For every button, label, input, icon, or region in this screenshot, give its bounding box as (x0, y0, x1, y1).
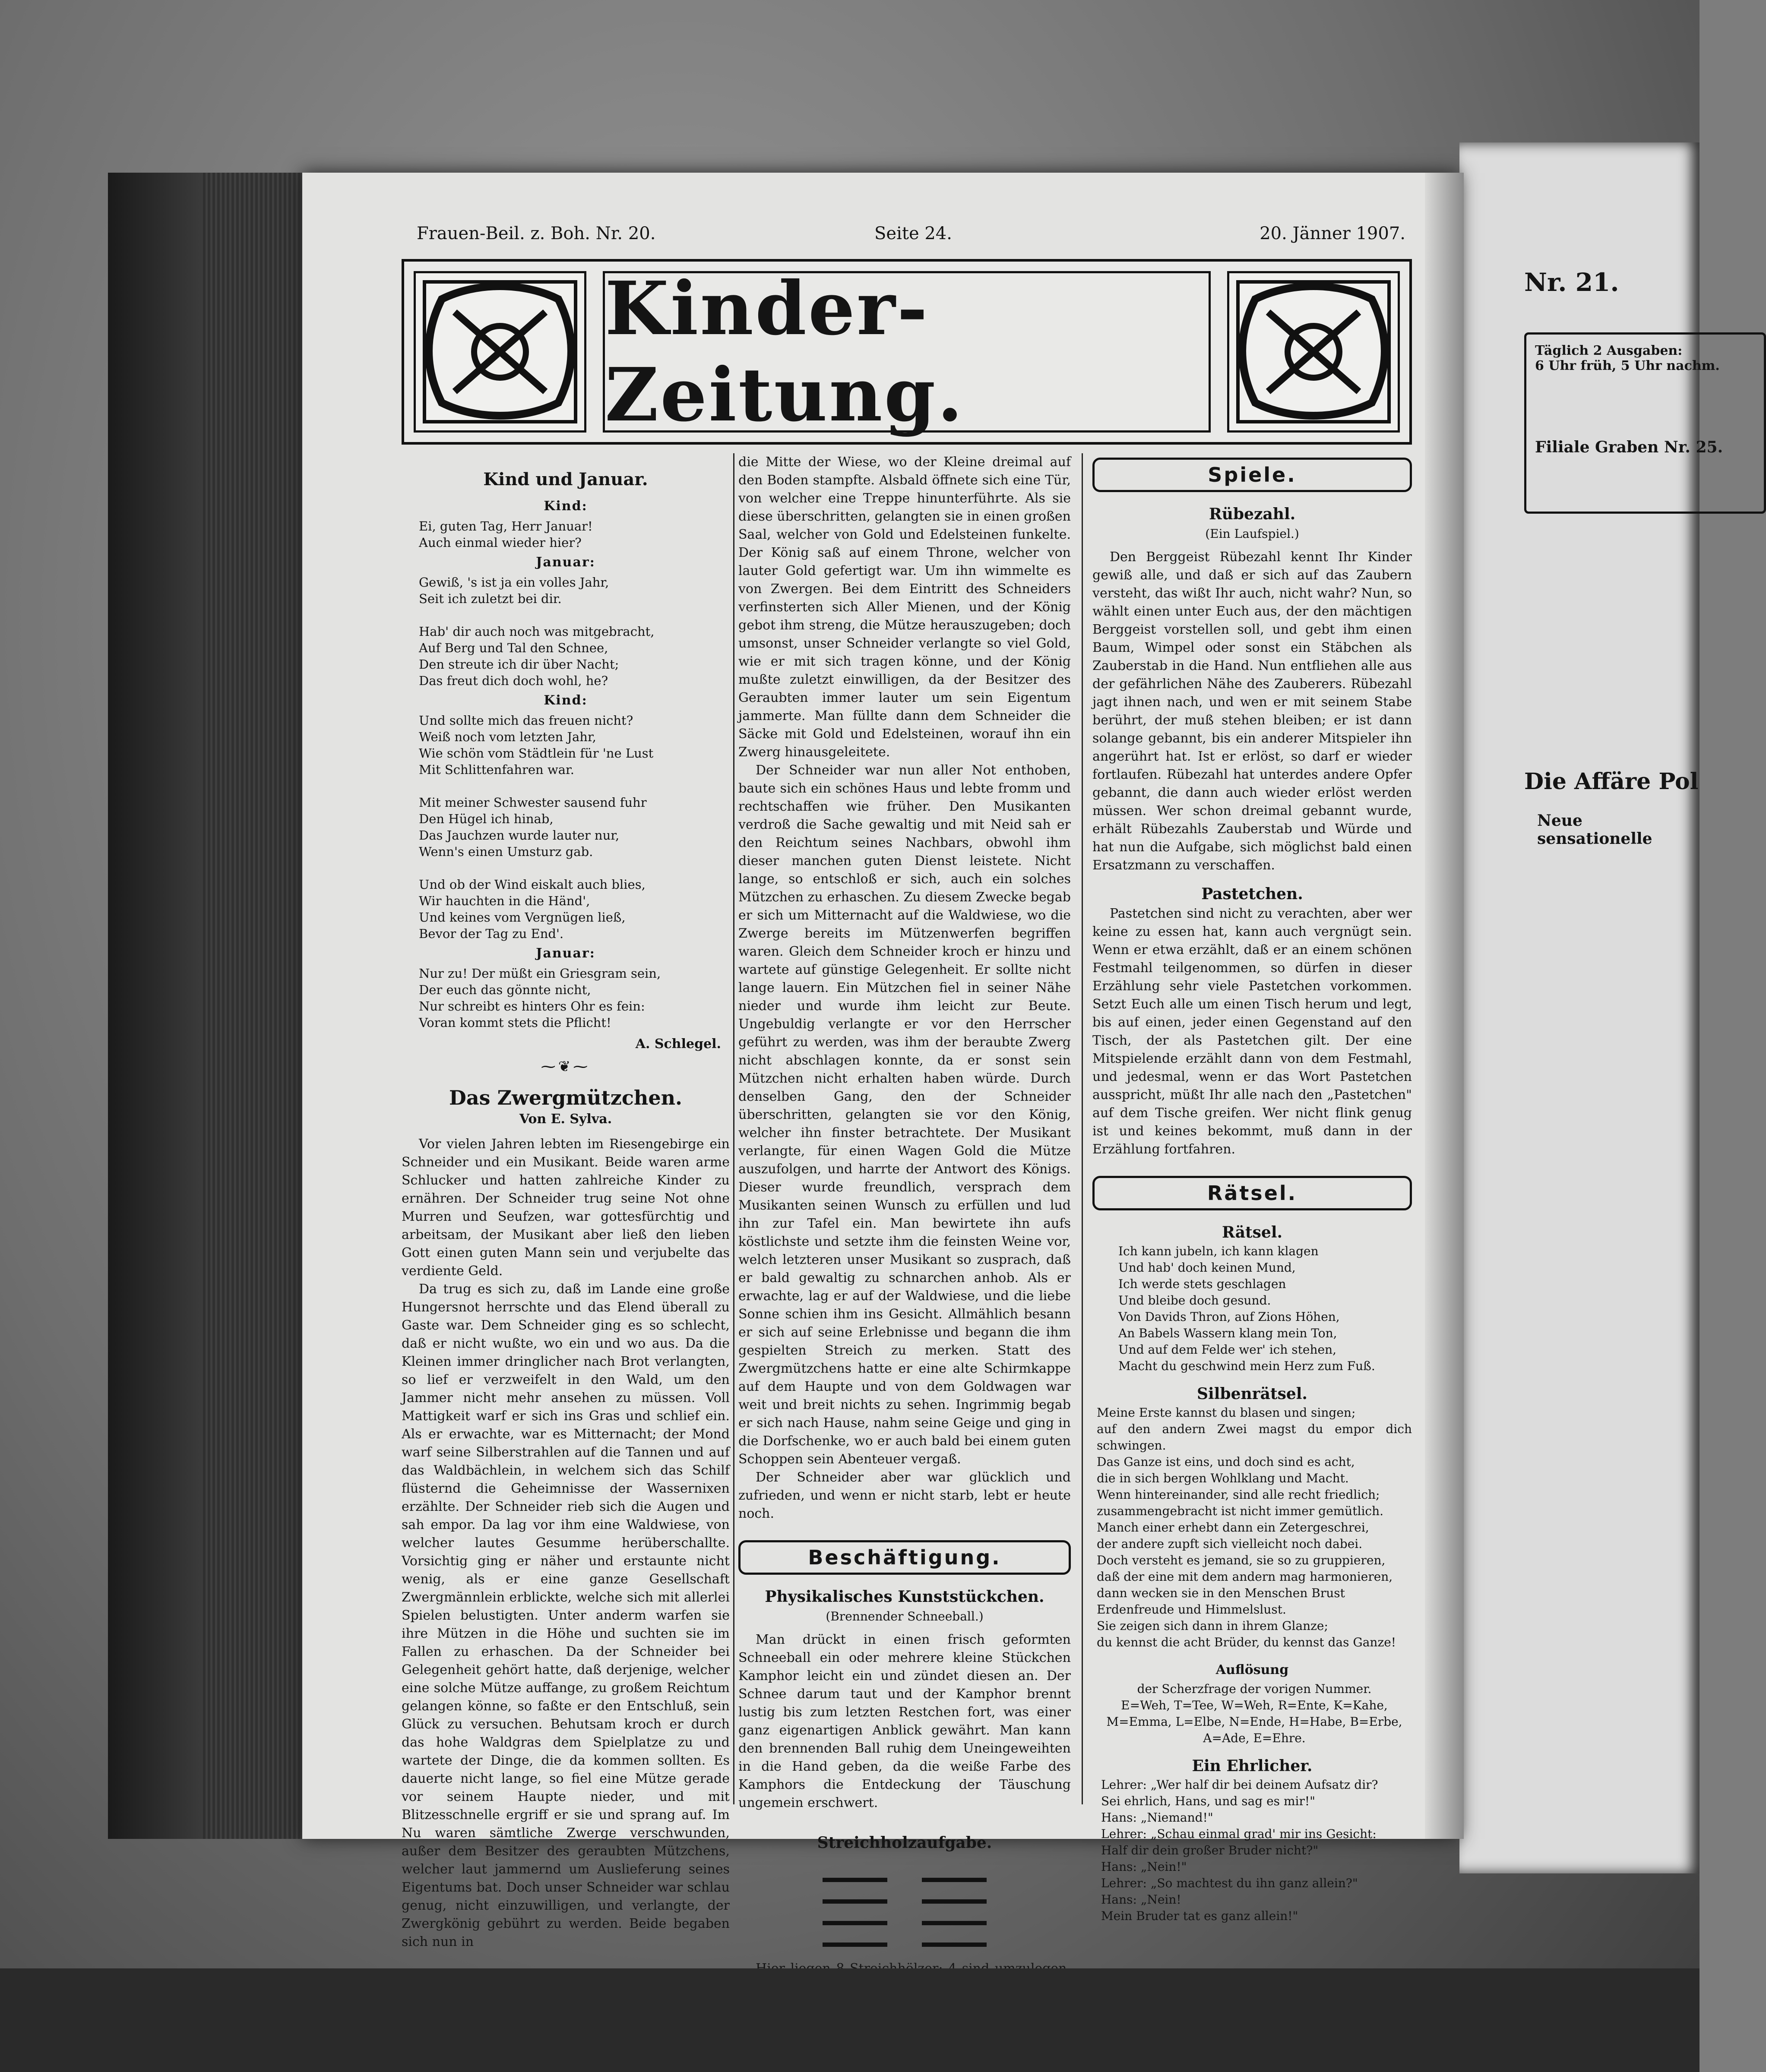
issue-date: 20. Jänner 1907. (1260, 224, 1405, 243)
matchstick (823, 1942, 887, 1947)
column-rule (1082, 453, 1083, 1804)
matchstick (823, 1899, 887, 1904)
column-3 (1092, 453, 1412, 1924)
right-facing-page (1459, 142, 1723, 1873)
newspaper-page (302, 173, 1459, 1949)
right-page-number: Nr. 21. (1524, 268, 1619, 297)
page-edges (203, 173, 307, 1839)
item-title: Physikalisches Kunststückchen. (765, 1588, 1044, 1606)
column-rule (733, 453, 734, 1804)
solution-title: Auflösung (1215, 1662, 1289, 1677)
section-banner-beschaeftigung: Beschäftigung. (738, 1540, 1071, 1575)
speaker-label: Kind: (544, 693, 588, 708)
paragraph: Pastetchen sind nicht zu verachten, aber wer keine zu essen hat, kann auch vergnügt sein. Wenn er etwa erzählt, daß er an einem schönen Festmahl teilgenommen, so dürfen in dieser Erzählung sehr viele Pastetchen vorkommen. Setzt Euch alle um einen Tisch herum und legt, bis auf einen, jeder einen Gegenstand auf den Tisch, der als Pastetchen gilt. Der eine Mitspielende erzählt dann von dem Festmahl, und jedesmal, wenn er das Wort Pastetchen ausspricht, müßt Ihr alle nach den „Pastetchen" auf dem Tische greifen. Wer nicht flink genug ist und keines bekommt, muß dann in der Erzählung fortfahren. (1092, 906, 1412, 1157)
paragraph: Den Berggeist Rübezahl kennt Ihr Kinder gewiß alle, und daß er sich auf das Zaubern versteht, das wißt Ihr auch, nicht wahr? Nun, so wählt einen unter Euch aus, der den mächtigen Berggeist vorstellen soll, und gebt ihm einen Baum, Wimpel oder sonst ein Stäbchen als Zauberstab in die Hand. Nun entfliehen alle aus der gefährlichen Nähe des Zauberers. Rübezahl jagt ihnen nach, und wen er mit seinem Stabe berührt, der muß stehen bleiben; er ist dann solange gebannt, bis ein anderer Mitspieler ihn angerührt hat. Ist er erlöst, so darf er wieder fortlaufen. Rübezahl hat unterdes andere Opfer gebannt, die dann auch wieder erlöst werden müssen. Wer schon dreimal gebannt wurde, erhält Rübezahls Zauberstab und Würde und hat nun die Aufgabe, sich möglichst bald einen Ersatzmann zu verschaffen. (1092, 550, 1412, 873)
right-page-info-line: 6 Uhr früh, 5 Uhr nachm. (1535, 358, 1720, 373)
matchstick (823, 1921, 887, 1925)
column-1 (402, 453, 730, 1951)
verse: Und sollte mich das freuen nicht? Weiß noch vom letzten Jahr, Wie schön vom Städtlein für 'ne Lust Mit Schlittenfahren war. Mit meiner Schwester sausend fuhr Den Hügel ich hinab, Das Jauchzen wurde lauter nur, Wenn's einen Umsturz gab. Und ob der Wind eiskalt auch blies, Wir hauchten in die Händ', Und keines vom Vergnügen ließ, Bevor der Tag zu End'. (419, 713, 654, 941)
right-page-info-line: Täglich 2 Ausgaben: (1535, 343, 1683, 358)
celtic-knot-ornament-left (414, 271, 586, 433)
right-page-headline: Die Affäre Pol (1524, 768, 1699, 795)
paragraph: Man drückt in einen frisch geformten Schneeball ein oder mehrere kleine Stückchen Kamphor leicht ein und zündet diesen an. Der Schnee darum taut und der Kamphor brennt lustig bis zum letzten Restchen fort, was einer ganz eigenartigen Anblick gewährt. Man kann den brennenden Ball ruhig dem Uneingeweihten in die Hand geben, da die weiße Farbe des Kamphors die Entdeckung der Täuschung ungemein erschwert. (738, 1632, 1071, 1810)
matchstick (922, 1942, 987, 1947)
solution-text: der Scherzfrage der vorigen Nummer. E=Weh, T=Tee, W=Weh, R=Ente, K=Kahe, M=Emma, L=Elbe, N=Ende, H=Habe, B=Erbe, A=Ade, E=Ehre. (1106, 1682, 1402, 1745)
dialog-title: Ein Ehrlicher. (1192, 1757, 1313, 1775)
game-subtitle: (Ein Laufspiel.) (1205, 527, 1299, 541)
page-number: Seite 24. (874, 224, 952, 243)
right-page-info-box (1524, 332, 1766, 514)
story-title: Das Zwergmützchen. (449, 1086, 683, 1109)
matchstick (823, 1878, 887, 1882)
paragraph: Der Schneider war nun aller Not enthoben, baute sich ein schönes Haus und lebte fromm und rechtschaffen wie früher. Den Musikanten verdroß die Sache gewaltig und mit Neid sah er den Reichtum seines Nachbars, obwohl ihm dieser manchen guten Dienst leistete. Nicht lange, so entschloß er sich, auch ein solches Mützchen zu erhaschen. Zu diesem Zwecke begab er sich um Mitternacht auf die Waldwiese, wo die Zwerge bereits im Mützenwerfen begriffen waren. Gleich dem Schneider kroch er hinzu und wartete auf günstige Gelegenheit. Er sollte nicht lange lauern. Ein Mützchen fiel in seiner Nähe nieder und wurde ihm leicht zur Beute. Ungebuldig verlangte er vor den Herrscher geführt zu werden, was ihm der beraubte Zwerg nicht abschlagen konnte, da er sonst sein Mützchen nicht erhalten haben würde. Durch denselben Gang, den der Schneider überschritten, gelangten sie vor den König, welcher ihn finster betrachtete. Der Musikant verlangte, für einen Wagen Gold die Mütze auszufolgen, und harrte der Antwort des Königs. Dieser wurde freundlich, versprach dem Musikanten seinen Wunsch zu erfüllen und lud ihn zur Tafel ein. Man bewirtete ihn aufs köstlichste und setzte ihm die feinsten Weine vor, welch letzteren unser Musikant so zusprach, daß er bald gewaltig zu schnarchen anhob. Als er erwachte, lag er auf der Waldwiese, und die liebe Sonne schien ihm ins Gesicht. Allmählich besann er sich auf seine Erlebnisse und begann die ihm gespielten Streich zu merken. Statt des Zwergmützchens hatte er eine alte Schirmkappe auf dem Haupte und von dem Goldwagen war weit und breit nichts zu sehen. Ingrimmig begab er sich nach Hause, nahm seine Geige und ging in die Dorfschenke, wo er auch bald bei einem guten Schoppen sein Abenteuer vergaß. (738, 763, 1071, 1467)
issue-label: Frauen-Beil. z. Boh. Nr. 20. (417, 224, 656, 243)
poem-title: Kind und Januar. (483, 469, 648, 490)
celtic-knot-ornament-right (1227, 271, 1400, 433)
matchstick (922, 1921, 987, 1925)
game-title: Pastetchen. (1201, 885, 1303, 903)
puzzle-title: Streichholzaufgabe. (817, 1834, 992, 1852)
running-head (417, 224, 1405, 250)
riddle-text: Ich kann jubeln, ich kann klagen Und hab' doch keinen Mund, Ich werde stets geschlagen Und bleibe doch gesund. Von Davids Thron, auf Zions Höhen, An Babels Wassern klang mein Ton, Und auf dem Felde wer' ich stehen, Macht du geschwind mein Herz zum Fuß. (1118, 1244, 1375, 1373)
masthead (402, 259, 1412, 445)
verse: Ei, guten Tag, Herr Januar! Auch einmal wieder hier? (419, 519, 593, 550)
right-page-filiale: Filiale Graben Nr. 25. (1535, 438, 1723, 456)
paragraph: Vor vielen Jahren lebten im Riesengebirge ein Schneider und ein Musikant. Beide waren arme Schlucker und hatten zahlreiche Kinder zu ernähren. Der Schneider trug seine Not ohne Murren und Seufzen, war gottesfürchtig und arbeitsam, der Musikant aber ließ den lieben Gott einen guten Mann sein und verjubelte das verdiente Geld. (402, 1137, 730, 1279)
poem-signature: A. Schlegel. (635, 1036, 721, 1052)
paragraph: Da trug es sich zu, daß im Lande eine große Hungersnot herrschte und das Elend überall zu Gaste war. Dem Schneider ging es so schlecht, daß er nicht wußte, wo ein und wo aus. Da die Kleinen immer dringlicher nach Brot verlangten, so lief er verzweifelt in den Wald, um den Jammer nicht mehr ansehen zu müssen. Voll Mattigkeit warf er sich ins Gras und schlief ein. Als er erwachte, war es Mitternacht; der Mond warf seine Silberstrahlen auf die Tannen und auf das Waldbächlein, in welchem sich das Schilf flüsternd die Geheimnisse der Wassernixen erzählte. Der Schneider rieb sich die Augen und sah empor. Da lag vor ihm eine Waldwiese, von welcher lautes Gesumme herüberschallte. Vorsichtig ging er näher und erstaunte nicht wenig, als er eine ganze Gesellschaft Zwergmännlein erblickte, welche sich mit allerlei Spielen belustigten. Unter anderm warfen sie ihre Mützen in die Höhe und suchten sie im Fallen zu erhaschen. Da der Schneider bei Gelegenheit gehört hatte, daß derjenige, welcher eine solche Mütze auffange, zu großem Reichtum gelangen könne, so faßte er den Entschluß, sein Glück zu versuchen. Behutsam kroch er durch das hohe Waldgras dem Spielplatze zu und wartete der Dinge, die da kommen sollten. Es dauerte nicht lange, so fiel eine Mütze gerade vor seinem Haupte nieder, und mit Blitzesschnelle ergriff er sie und sprang auf. Im Nu waren sämtliche Zwerge verschwunden, außer dem Besitzer des geraubten Mützchens, welcher laut jammernd um Auslieferung seines Eigentums bat. Doch unser Schneider war schlau genug, nicht einzuwilligen, und verlangte, der Zwergkönig gebührt zu werden. Beide begaben sich nun in (402, 1282, 730, 1949)
game-title: Rübezahl. (1209, 505, 1296, 523)
matchstick-figure (814, 1869, 995, 1947)
masthead-title-frame (603, 265, 1211, 438)
section-banner-spiele: Spiele. (1092, 458, 1412, 492)
riddle-title: Rätsel. (1222, 1223, 1283, 1241)
table-surface (0, 1968, 1700, 2072)
column-2 (738, 453, 1071, 1996)
speaker-label: Januar: (536, 946, 595, 961)
masthead-title: Kinder-Zeitung. (605, 265, 965, 438)
right-page-subheadline: Neue sensationelle (1537, 812, 1652, 848)
verse: Gewiß, 's ist ja ein volles Jahr, Seit ich zuletzt bei dir. Hab' dir auch noch was mitgebracht, Auf Berg und Tal den Schnee, Den streute ich dir über Nacht; Das freut dich doch wohl, he? (419, 575, 655, 688)
riddle-title: Silbenrätsel. (1197, 1385, 1307, 1403)
speaker-label: Januar: (536, 555, 595, 570)
verse: Nur zu! Der müßt ein Griesgram sein, Der euch das gönnte nicht, Nur schreibt es hinters Ohr es fein: Voran kommt stets die Pflicht! (419, 966, 661, 1030)
matchstick (922, 1899, 987, 1904)
section-banner-raetsel: Rätsel. (1092, 1176, 1412, 1210)
speaker-label: Kind: (544, 499, 588, 514)
paragraph: die Mitte der Wiese, wo der Kleine dreimal auf den Boden stampfte. Alsbald öffnete sich eine Tür, von welcher eine Treppe hinunterführte. Als sie diese überschritten, gelangten sie in einen großen Saal, welcher von Gold und Edelsteinen funkelte. Der König saß auf einem Throne, welcher von lauter Gold gefertigt war. Um ihn wimmelte es von Zwergen. Bei dem Eintritt des Schneiders verfinsterten sich Aller Mienen, und der König gebot ihm streng, die Mütze herauszugeben; doch umsonst, unser Schneider verlangte so viel Gold, wie er mit sich tragen könne, und der König mußte zuletzt einwilligen, da der Besitzer des Geraubten immer lauter um sein Eigentum jammerte. Man füllte dann dem Schneider die Säcke mit Gold und Edelsteinen, worauf ihn ein Zwerg hinausgeleitete. (738, 455, 1071, 760)
item-subtitle: (Brennender Schneeball.) (826, 1609, 984, 1623)
paragraph: Der Schneider aber war glücklich und zufrieden, und wenn er nicht starb, lebt er heute noch. (738, 1470, 1071, 1521)
ornament-divider: ⁓❦⁓ (541, 1058, 591, 1075)
page-gutter (1425, 173, 1464, 1839)
matchstick (922, 1878, 987, 1882)
dialog-text: Lehrer: „Wer half dir bei deinem Aufsatz dir? Sei ehrlich, Hans, und sag es mir!" Hans: „Niemand!" Lehrer: „Schau einmal grad' mir ins Gesicht: Half dir dein großer Bruder nicht?" Hans: „Nein!" Lehrer: „So machtest du ihn ganz allein?" Hans: „Nein! Mein Bruder tat es ganz allein!" (1101, 1778, 1378, 1923)
riddle-text: Meine Erste kannst du blasen und singen; auf den andern Zwei magst du empor dich schwingen. Das Ganze ist eins, und doch sind es acht, die in sich bergen Wohlklang und Macht. Wenn hintereinander, sind alle recht friedlich; zusammengebracht ist nicht immer gemütlich. Manch einer erhebt dann ein Zetergeschrei, der andere zupft sich vielleicht noch dabei. Doch versteht es jemand, sie so zu gruppieren, daß der eine mit dem andern mag harmonieren, dann wecken sie in den Menschen Brust Erdenfreude und Himmelslust. Sie zeigen sich dann in ihrem Glanze; du kennst die acht Brüder, du kennst das Ganze! (1097, 1406, 1412, 1649)
story-byline: Von E. Sylva. (519, 1112, 612, 1127)
